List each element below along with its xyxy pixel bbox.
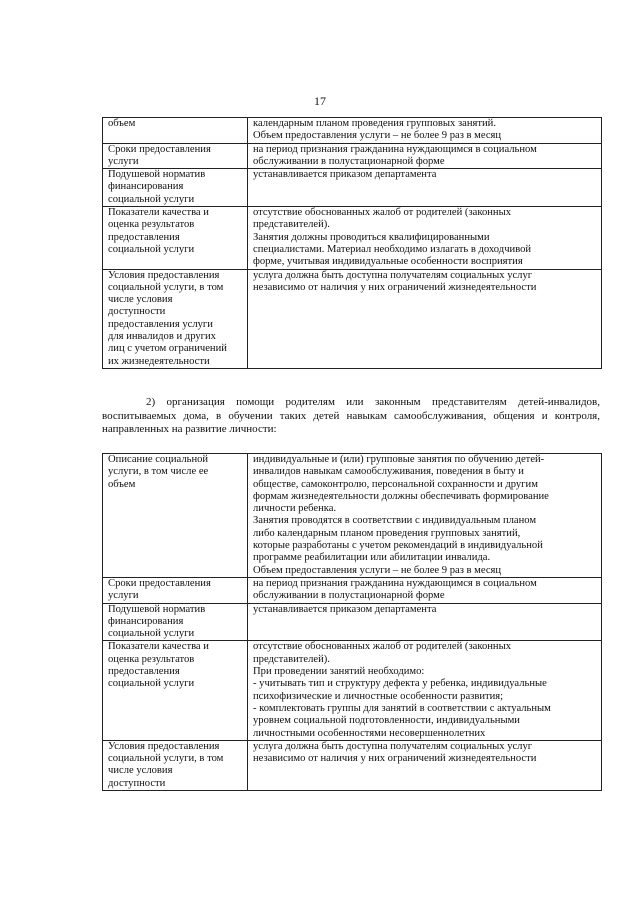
content-line: отсутствие обоснованных жалоб от родителей (законных: [253, 207, 511, 219]
content-line: календарным планом проведения групповых занятий.: [253, 118, 497, 129]
content-line: При проведении занятий необходимо:: [253, 666, 425, 678]
row-content: [248, 118, 602, 144]
label-line: услуги: [108, 590, 139, 602]
label-line: социальной услуги, в том: [108, 281, 224, 293]
label-line: Показатели качества и: [108, 207, 209, 219]
table-row: [103, 641, 602, 740]
label-line: финансирования: [108, 615, 184, 627]
row-content: [248, 577, 602, 603]
label-line: социальной услуги, в том: [108, 753, 224, 765]
content-line: личности ребенка.: [253, 503, 337, 515]
content-line: психофизические и личностные особенности развития;: [253, 690, 504, 702]
row-content: [248, 207, 602, 269]
row-label: [103, 454, 248, 578]
content-line: обслуживании в полустационарной форме: [253, 590, 445, 602]
label-line: Условия предоставления: [108, 740, 220, 752]
paragraph-line: 2) организация помощи родителям или законным представителям детей-инвалидов,: [146, 396, 600, 408]
label-line: числе условия: [108, 294, 173, 306]
content-line: - учитывать тип и структуру дефекта у ребенка, индивидуальные: [253, 678, 547, 690]
content-line: услуга должна быть доступна получателям социальных услуг: [253, 269, 533, 281]
row-content: [248, 269, 602, 368]
row-content: [248, 143, 602, 169]
label-line: объем: [108, 118, 136, 129]
content-line: отсутствие обоснованных жалоб от родителей (законных: [253, 641, 511, 653]
content-line: обслуживании в полустационарной форме: [253, 155, 445, 167]
service-table-2: [102, 453, 602, 791]
content-line: инвалидов навыкам самообслуживания, поведения в быту и: [253, 466, 524, 478]
label-line: оценка результатов: [108, 219, 195, 231]
content-line: устанавливается приказом департамента: [253, 169, 437, 181]
row-content: [248, 740, 602, 790]
table-row: [103, 454, 602, 578]
row-label: [103, 143, 248, 169]
label-line: социальной услуги: [108, 243, 195, 255]
table-row: [103, 740, 602, 790]
table-row: [103, 207, 602, 269]
row-label: [103, 207, 248, 269]
label-line: предоставления: [108, 666, 180, 678]
label-line: Условия предоставления: [108, 269, 220, 281]
content-line: либо календарным планом проведения групповых занятий,: [253, 527, 521, 539]
row-label: [103, 269, 248, 368]
section-paragraph: [102, 396, 600, 437]
content-line: независимо от наличия у них ограничений жизнедеятельности: [253, 753, 537, 765]
label-line: доступности: [108, 306, 166, 318]
content-line: уровнем социальной подготовленности, индивидуальными: [253, 715, 520, 727]
label-line: Описание социальной: [108, 454, 209, 465]
table-row: [103, 577, 602, 603]
row-label: [103, 740, 248, 790]
paragraph-line: направленных на развитие личности:: [102, 423, 277, 436]
label-line: услуги: [108, 155, 139, 167]
label-line: финансирования: [108, 181, 184, 193]
label-line: числе условия: [108, 765, 173, 777]
label-line: Показатели качества и: [108, 641, 209, 653]
content-line: форме, учитывая индивидуальные особенности восприятия: [253, 256, 523, 268]
row-label: [103, 577, 248, 603]
label-line: услуги, в том числе ее: [108, 466, 209, 478]
table-row: [103, 603, 602, 641]
content-line: Объем предоставления услуги – не более 9 раз в месяц: [253, 564, 502, 576]
table-row: [103, 118, 602, 144]
content-line: - комплектовать группы для занятий в соответствии с актуальным: [253, 702, 551, 714]
label-line: доступности: [108, 777, 166, 789]
label-line: предоставления услуги: [108, 318, 213, 330]
table-row: [103, 143, 602, 169]
label-line: социальной услуги: [108, 193, 195, 205]
content-line: программе реабилитации или абилитации инвалида.: [253, 552, 491, 564]
table-row: [103, 269, 602, 368]
label-line: Сроки предоставления: [108, 577, 211, 589]
label-line: Подушевой норматив: [108, 169, 206, 181]
content-line: личностными особенностями несовершеннолетних: [253, 727, 486, 739]
label-line: социальной услуги: [108, 678, 195, 690]
row-label: [103, 169, 248, 207]
content-line: представителей).: [253, 219, 330, 231]
content-line: которые разработаны с учетом рекомендаций в индивидуальной: [253, 540, 543, 552]
table-row: [103, 169, 602, 207]
label-line: их жизнедеятельности: [108, 355, 210, 367]
service-table-1: [102, 117, 602, 369]
content-line: формам жизнедеятельности должны обеспечивать формирование: [253, 490, 549, 502]
content-line: независимо от наличия у них ограничений жизнедеятельности: [253, 281, 537, 293]
content-line: на период признания гражданина нуждающимся в социальном: [253, 577, 537, 589]
label-line: Сроки предоставления: [108, 143, 211, 155]
content-line: на период признания гражданина нуждающимся в социальном: [253, 143, 537, 155]
label-line: лиц с учетом ограничений: [108, 343, 227, 355]
row-label: [103, 118, 248, 144]
content-line: Занятия проводятся в соответствии с индивидуальным планом: [253, 515, 537, 527]
row-content: [248, 641, 602, 740]
content-line: обществе, самоконтролю, персональной сохранности и другим: [253, 478, 538, 490]
row-content: [248, 454, 602, 578]
label-line: социальной услуги: [108, 628, 195, 640]
label-line: Подушевой норматив: [108, 603, 206, 615]
content-line: представителей).: [253, 653, 330, 665]
content-line: Занятия должны проводиться квалифицированными: [253, 231, 490, 243]
label-line: предоставления: [108, 231, 180, 243]
content-line: индивидуальные и (или) групповые занятия по обучению детей-: [253, 454, 545, 465]
row-content: [248, 603, 602, 641]
row-label: [103, 603, 248, 641]
content-line: устанавливается приказом департамента: [253, 603, 437, 615]
label-line: объем: [108, 478, 136, 490]
label-line: оценка результатов: [108, 653, 195, 665]
label-line: для инвалидов и других: [108, 331, 216, 343]
paragraph-line: воспитываемых дома, в обучении таких детей навыкам самообслуживания, общения и контроля,: [102, 409, 600, 422]
row-content: [248, 169, 602, 207]
page-number: 17: [314, 94, 326, 108]
row-label: [103, 641, 248, 740]
content-line: Объем предоставления услуги – не более 9 раз в месяц: [253, 130, 502, 142]
content-line: услуга должна быть доступна получателям социальных услуг: [253, 740, 533, 752]
content-line: специалистами. Материал необходимо излагать в доходчивой: [253, 243, 532, 255]
